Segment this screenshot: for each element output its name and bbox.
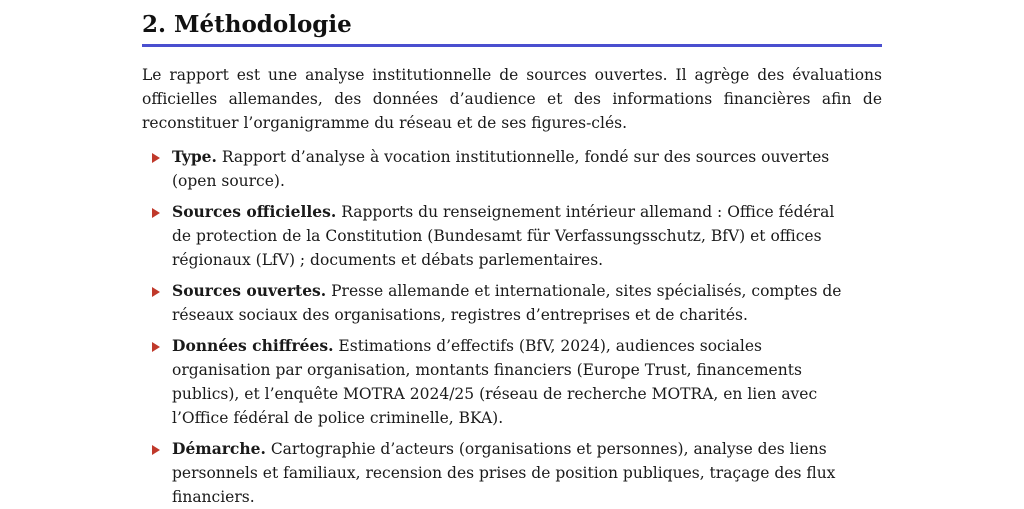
list-item-text: Cartographie d’acteurs (organisations et personnes), analyse des liens personnels et familiaux, recension des prises de position publiques, traçage des flux financiers. bbox=[172, 440, 836, 506]
triangle-bullet-icon bbox=[152, 208, 160, 218]
heading-rule bbox=[142, 44, 882, 47]
list-item-text: Rapports du renseignement intérieur allemand : Office fédéral de protection de la Constitution (Bundesamt für Verfassungsschutz, BfV) et offices régionaux (LfV) ; documents et débats parlementaires. bbox=[172, 203, 835, 269]
triangle-bullet-icon bbox=[152, 342, 160, 352]
list-item-approach bbox=[142, 437, 842, 509]
list-item-text: Rapport d’analyse à vocation institutionnelle, fondé sur des sources ouvertes (open source). bbox=[172, 148, 830, 190]
triangle-bullet-icon bbox=[152, 445, 160, 455]
section-heading: 2. Méthodologie bbox=[142, 11, 352, 38]
list-item-text: Estimations d’effectifs (BfV, 2024), audiences sociales organisation par organisation, montants financiers (Europe Trust, financements publics), et l’enquête MOTRA 2024/25 (réseau de recherche MOTRA, en lien avec l’Office fédéral de police criminelle, BKA). bbox=[172, 337, 818, 427]
list-item-official-sources bbox=[142, 200, 842, 272]
list-item-open-sources bbox=[142, 279, 842, 327]
list-item-type bbox=[142, 145, 842, 193]
list-item-term: Démarche. bbox=[172, 439, 266, 458]
list-item-text: Presse allemande et internationale, sites spécialisés, comptes de réseaux sociaux des organisations, registres d’entreprises et de charités. bbox=[172, 282, 842, 324]
list-item-term: Données chiffrées. bbox=[172, 336, 334, 355]
intro-paragraph: Le rapport est une analyse institutionnelle de sources ouvertes. Il agrège des évaluations officielles allemandes, des données d’audience et des informations financières afin de reconstituer l’organigramme du réseau et de ses figures-clés. bbox=[142, 66, 882, 132]
triangle-bullet-icon bbox=[152, 153, 160, 163]
list-item-term: Sources officielles. bbox=[172, 202, 337, 221]
list-item-term: Type. bbox=[172, 147, 217, 166]
triangle-bullet-icon bbox=[152, 287, 160, 297]
list-item-figures bbox=[142, 334, 842, 430]
list-item-term: Sources ouvertes. bbox=[172, 281, 327, 300]
methodology-list bbox=[142, 145, 882, 509]
